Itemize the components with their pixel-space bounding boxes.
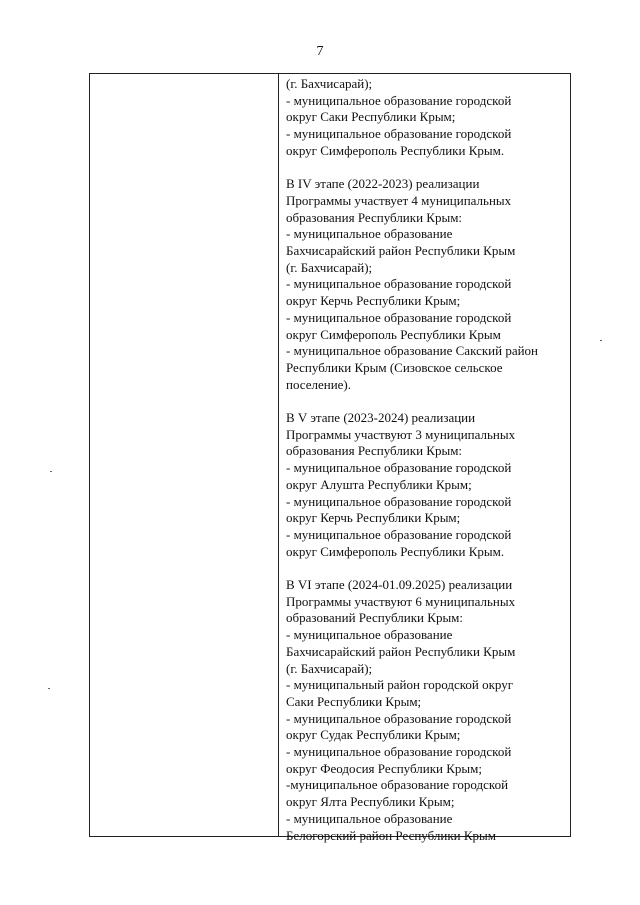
table-right-cell <box>286 76 566 844</box>
text-line: - муниципальное образование городской <box>286 526 512 542</box>
text-line: Саки Республики Крым; <box>286 693 422 709</box>
text-line: (г. Бахчисарай); <box>286 76 373 91</box>
text-line: - муниципальное образование городской <box>286 710 512 726</box>
text-line: округ Судак Республики Крым; <box>286 727 461 743</box>
text-line: - муниципальное образование городской <box>286 493 512 509</box>
text-line: (г. Бахчисарай); <box>286 259 373 275</box>
text-line: округ Феодосия Республики Крым; <box>286 760 482 776</box>
text-line: поселение). <box>286 376 351 392</box>
text-line: Республики Крым (Сизовское сельское <box>286 359 503 375</box>
text-line: - муниципальное образование городской <box>286 460 512 476</box>
text-line: - муниципальное образование городской <box>286 276 512 292</box>
paragraph-gap <box>286 393 566 410</box>
text-line: - муниципальное образование <box>286 627 453 643</box>
paragraph-4 <box>286 577 566 844</box>
text-line: Бахчисарайский район Республики Крым <box>286 643 516 659</box>
text-line: - муниципальное образование городской <box>286 309 512 325</box>
text-line: - муниципальное образование <box>286 810 453 826</box>
text-line: Бахчисарайский район Республики Крым <box>286 243 516 259</box>
table-left-cell <box>90 74 279 836</box>
text-line: (г. Бахчисарай); <box>286 660 373 676</box>
text-line: В IV этапе (2022-2023) реализации <box>286 176 480 192</box>
text-line: округ Ялта Республики Крым; <box>286 794 455 810</box>
text-line: Программы участвуют 6 муниципальных <box>286 593 516 609</box>
text-line: округ Алушта Республики Крым; <box>286 476 472 492</box>
text-line: округ Саки Республики Крым; <box>286 109 456 125</box>
text-line: округ Керчь Республики Крым; <box>286 510 461 526</box>
text-line: - муниципальное образование Сакский район <box>286 343 539 359</box>
program-table <box>89 73 571 843</box>
text-line: Программы участвует 4 муниципальных <box>286 192 512 208</box>
text-line: Программы участвуют 3 муниципальных <box>286 426 516 442</box>
paragraph-1 <box>286 76 566 160</box>
paragraph-3 <box>286 410 566 560</box>
page-number: 7 <box>316 44 324 59</box>
text-line: образований Республики Крым: <box>286 610 464 626</box>
scan-speck <box>600 340 602 341</box>
text-line: округ Керчь Республики Крым; <box>286 293 461 309</box>
text-line: округ Симферополь Республики Крым. <box>286 142 505 158</box>
paragraph-gap <box>286 560 566 577</box>
text-line: - муниципальное образование городской <box>286 126 512 142</box>
text-line: - муниципальное образование городской <box>286 744 512 760</box>
text-line: -муниципальное образование городской <box>286 777 509 793</box>
text-line: - муниципальный район городской округ <box>286 677 514 693</box>
scan-speck <box>50 471 52 472</box>
text-line: - муниципальное образование <box>286 226 453 242</box>
text-line: округ Симферополь Республики Крым <box>286 326 501 342</box>
text-line: образования Республики Крым: <box>286 443 463 459</box>
text-line: - муниципальное образование городской <box>286 92 512 108</box>
scan-speck <box>48 688 50 689</box>
text-line: Белогорский район Республики Крым <box>286 827 497 843</box>
paragraph-2 <box>286 176 566 393</box>
text-line: округ Симферополь Республики Крым. <box>286 543 505 559</box>
text-line: В VI этапе (2024-01.09.2025) реализации <box>286 577 513 593</box>
text-line: В V этапе (2023-2024) реализации <box>286 410 476 426</box>
text-line: образования Республики Крым: <box>286 209 463 225</box>
paragraph-gap <box>286 160 566 177</box>
